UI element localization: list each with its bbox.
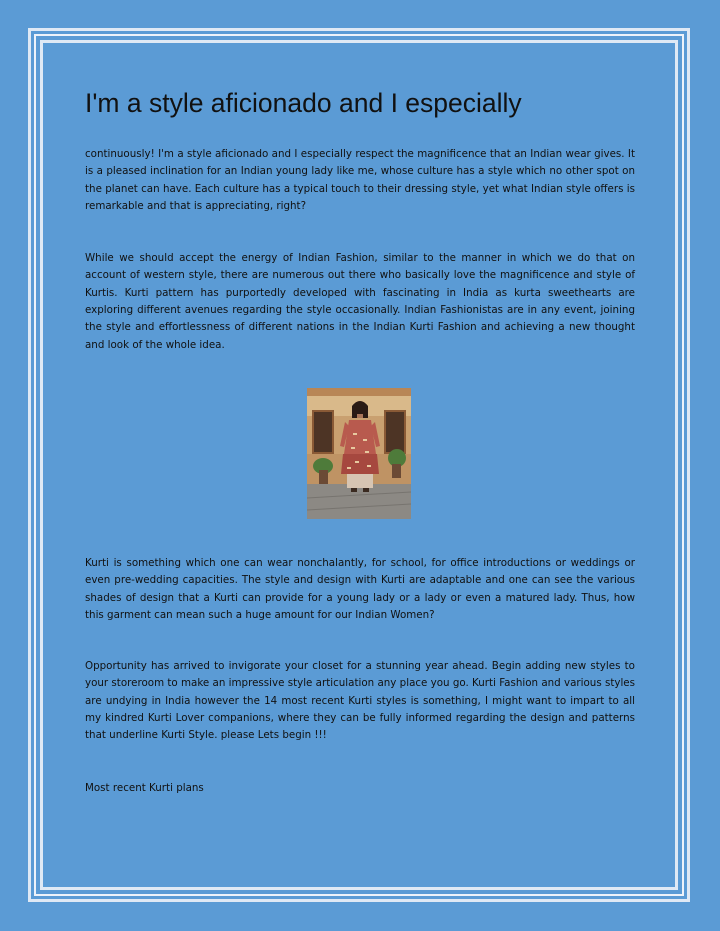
paragraph-1: continuously! I'm a style aficionado and I especially respect the magnificence that an Indian wear gives. It is a pleased inclination for an Indian young lady like me, whose culture has a style which no other spot on the planet can have. Each culture has a typical touch to their dressing style, yet what Indian style offers is remarkable and that is appreciating, right? [85, 148, 635, 212]
document-title: I'm a style aficionado and I especially [85, 88, 522, 118]
photo-illustration [307, 388, 411, 519]
paragraph-5: Most recent Kurti plans [85, 782, 204, 794]
kurti-model-photo [307, 388, 411, 519]
paragraph-2: While we should accept the energy of Indian Fashion, similar to the manner in which we do that on account of western style, there are numerous out there who basically love the magnificence and style of Kurtis. Kurti pattern has purportedly developed with fascinating in India as kurta sweethearts are exploring different avenues regarding the style occasionally. Indian Fashionistas are in any event, joining the style and effortlessness of different nations in the Indian Kurti Fashion and achieving a new thought and look of the whole idea. [85, 252, 635, 351]
document-body [85, 82, 636, 794]
paragraph-4: Opportunity has arrived to invigorate your closet for a stunning year ahead. Begin adding new styles to your storeroom to make an impressive style articulation any place you go. Kurti Fashion and various styles are undying in India however the 14 most recent Kurti styles is something, I might want to impart to all my kindred Kurti Lover companions, where they can be fully informed regarding the design and patterns that underline Kurti Style. please Lets begin !!! [85, 660, 636, 742]
paragraph-3: Kurti is something which one can wear nonchalantly, for school, for office introductions or weddings or even pre-wedding capacities. The style and design with Kurti are adaptable and one can see the various shades of design that a Kurti can provide for a young lady or a lady or even a matured lady. Thus, how this garment can mean such a huge amount for our Indian Women? [85, 557, 635, 621]
